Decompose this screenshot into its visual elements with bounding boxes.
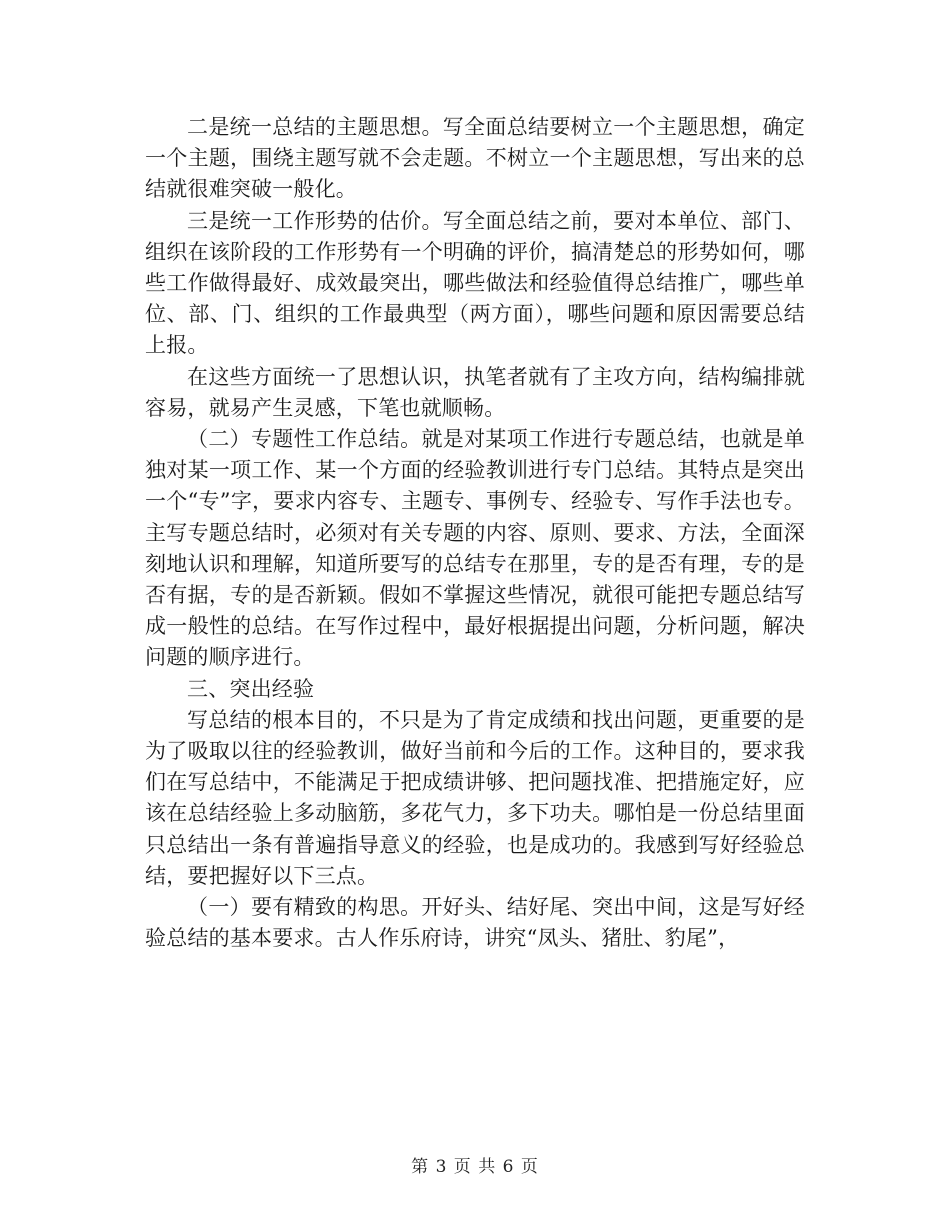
paragraph-situation: 三是统一工作形势的估价。写全面总结之前，要对本单位、部门、组织在该阶段的工作形势有一个明确的评价，搞清楚总的形势如何，哪些工作做得最好、成效最突出，哪些做法和经验值得总结推广，哪些单位、部、门、组织的工作最典型（两方面），哪些问题和原因需要总结上报。 [145, 208, 805, 358]
paragraph-unified-thinking: 在这些方面统一了思想认识，执笔者就有了主攻方向，结构编排就容易，就易产生灵感，下笔也就顺畅。 [145, 364, 805, 420]
paragraph-purpose: 写总结的根本目的，不只是为了肯定成绩和找出问题，更重要的是为了吸取以往的经验教训，做好当前和今后的工作。这种目的，要求我们在写总结中，不能满足于把成绩讲够、把问题找准、把措施定好，应该在总结经验上多动脑筋，多花气力，多下功夫。哪怕是一份总结里面只总结出一条有普遍指导意义的经验，也是成功的。我感到写好经验总结，要把握好以下三点。 [145, 707, 805, 888]
section-heading-highlight-experience: 三、突出经验 [187, 676, 315, 701]
document-body [145, 112, 805, 954]
paragraph-special-summary: （二）专题性工作总结。就是对某项工作进行专题总结，也就是单独对某一项工作、某一个方面的经验教训进行专门总结。其特点是突出一个“专”字，要求内容专、主题专、事例专、经验专、写作手法也专。主写专题总结时，必须对有关专题的内容、原则、要求、方法，全面深刻地认识和理解，知道所要写的总结专在那里，专的是否有理，专的是否有据，专的是否新颖。假如不掌握这些情况，就很可能把专题总结写成一般性的总结。在写作过程中，最好根据提出问题，分析问题，解决问题的顺序进行。 [145, 427, 805, 670]
paragraph-structure: （一）要有精致的构思。开好头、结好尾、突出中间，这是写好经验总结的基本要求。古人作乐府诗，讲究“凤头、猪肚、豹尾”， [145, 895, 805, 951]
page-number: 第 3 页 共 6 页 [411, 1157, 539, 1177]
paragraph-theme: 二是统一总结的主题思想。写全面总结要树立一个主题思想，确定一个主题，围绕主题写就不会走题。不树立一个主题思想，写出来的总结就很难突破一般化。 [145, 115, 805, 202]
